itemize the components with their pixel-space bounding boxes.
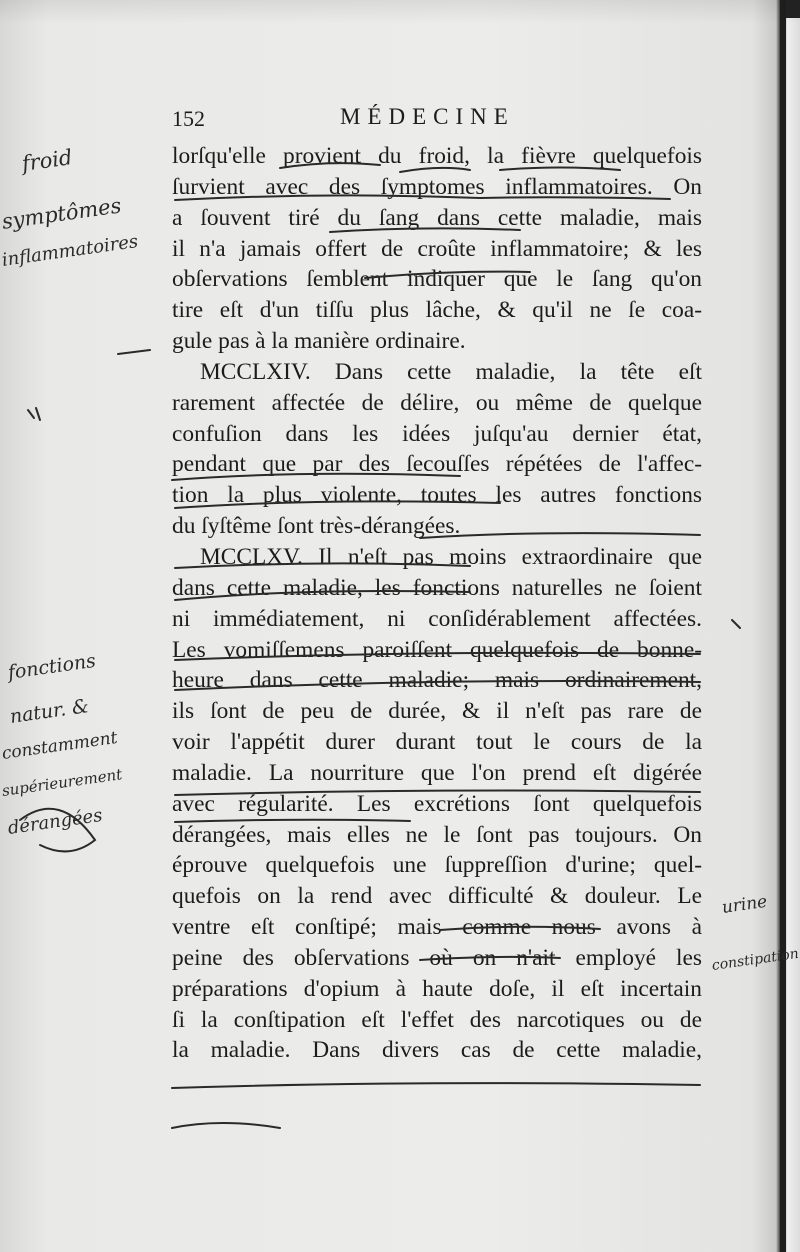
text-line: ils ſont de peu de durée, & il n'eſt pas rare de <box>172 698 702 725</box>
text-line: ventre eſt conſtipé; mais comme nous avons à <box>172 914 702 941</box>
text-line: dans cette maladie, les fonctions naturelles ne ſoient <box>172 574 702 601</box>
text-line: quefois on la rend avec difficulté & douleur. Le <box>172 883 702 910</box>
text-line: maladie. La nourriture que l'on prend eſt digérée <box>172 759 702 786</box>
text-line: obſervations ſemblent indiquer que le ſang qu'on <box>172 266 702 293</box>
text-line: voir l'appétit durer durant tout le cours de la <box>172 729 702 756</box>
text-line: dérangées, mais elles ne le ſont pas toujours. On <box>172 821 702 848</box>
text-line: éprouve quelquefois une ſuppreſſion d'urine; quel- <box>172 852 702 879</box>
text-line: a ſouvent tiré du ſang dans cette maladie, mais <box>172 204 702 231</box>
text-line: lorſqu'elle provient du froid, la fièvre quelquefois <box>172 143 702 169</box>
page-number: 152 <box>172 106 205 131</box>
underline <box>175 501 500 508</box>
margin-note: froid <box>20 145 74 176</box>
text-line: ni immédiatement, ni conſidérablement affectées. <box>172 605 702 632</box>
paragraph-start-mcclxiv: MCCLXIV. Dans cette maladie, la tête eſt <box>200 358 702 385</box>
text-line: avec régularité. Les excrétions ſont quelquefois <box>172 790 702 817</box>
underline <box>175 820 410 822</box>
text-line: du ſyſtême ſont très-dérangées. <box>172 513 461 540</box>
underline <box>172 1123 280 1128</box>
underline <box>175 591 470 600</box>
text-line: Les vomiſſemens paroiſſent quelquefois de bonne- <box>172 636 702 663</box>
text-line: il n'a jamais offert de croûte inflammatoire; & les <box>172 235 702 262</box>
running-title: MÉDECINE <box>340 104 515 129</box>
text-line: gule pas à la manière ordinaire. <box>172 328 466 355</box>
text-line: tion la plus violente, toutes les autres fonctions <box>172 482 702 509</box>
text-line: confuſion dans les idées juſqu'au dernier état, <box>172 420 702 447</box>
text-line: la maladie. Dans divers cas de cette maladie, <box>172 1037 702 1064</box>
margin-note: natur. & <box>8 695 91 728</box>
underline <box>280 163 380 168</box>
paragraph-start-mcclxv: MCCLXV. Il n'eſt pas moins extraordinaire que <box>200 543 702 570</box>
text-line: rarement affectée de délire, ou même de quelque <box>172 389 702 416</box>
text-line: heure dans cette maladie; mais ordinairement, <box>172 667 702 694</box>
underline <box>175 681 700 690</box>
margin-note: constamment <box>0 727 119 764</box>
underline <box>365 272 530 278</box>
underline <box>175 563 470 568</box>
underline <box>175 791 700 795</box>
margin-flourish <box>20 809 95 852</box>
margin-note: constipation <box>710 945 800 974</box>
text-line: ſurvient avec des ſymptomes inflammatoires. On <box>172 173 702 200</box>
text-line: préparations d'opium à haute doſe, il eſt incertain <box>172 975 702 1002</box>
margin-note: inflammatoires <box>0 230 140 271</box>
margin-dash <box>118 350 150 354</box>
margin-note: dérangées <box>6 804 104 839</box>
underline <box>420 533 700 538</box>
underline <box>420 957 560 960</box>
text-line: pendant que par des ſecouſſes répétées de l'affec- <box>172 451 702 478</box>
underline <box>175 653 700 660</box>
underline <box>175 195 670 200</box>
underline <box>500 168 620 171</box>
text-line: peine des obſervations où on n'ait employé les <box>172 944 702 971</box>
underline <box>400 168 470 172</box>
margin-note: urine <box>720 891 769 918</box>
text-line: ſi la conſtipation eſt l'effet des narcotiques ou de <box>172 1006 702 1033</box>
underline <box>172 1083 700 1088</box>
margin-note: supérieurement <box>0 765 124 800</box>
margin-tick <box>28 408 40 420</box>
underline <box>440 927 600 930</box>
margin-tick <box>732 620 740 628</box>
underline <box>172 474 460 480</box>
margin-note: fonctions <box>6 649 98 684</box>
text-line: tire eſt d'un tiſſu plus lâche, & qu'il ne ſe coa- <box>172 297 702 324</box>
underline <box>330 228 520 232</box>
margin-note: symptômes <box>0 193 123 234</box>
